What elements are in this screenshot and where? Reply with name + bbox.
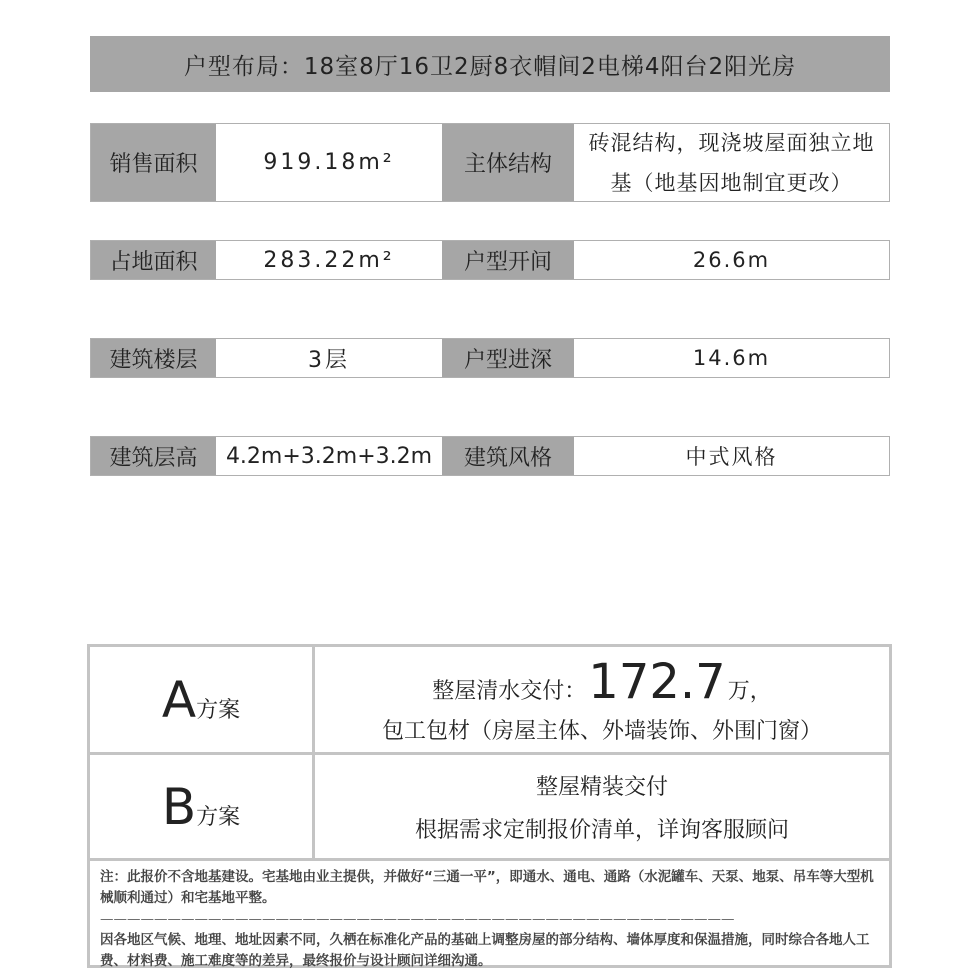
plan-a-name	[90, 647, 315, 752]
plan-b-description	[315, 755, 889, 858]
spec-value: 4.2m+3.2m+3.2m	[225, 443, 433, 469]
spec-value: 3层	[308, 347, 350, 373]
spec-label: 建筑风格	[442, 437, 574, 475]
spec-row-floor-height	[90, 436, 890, 476]
notes	[90, 861, 889, 978]
spec-value: 919.18m²	[263, 150, 395, 175]
plan-b-row	[90, 755, 889, 861]
plan-letter: B	[161, 777, 197, 836]
spec-value: 中式风格	[685, 445, 778, 469]
spec-label: 主体结构	[442, 124, 574, 201]
plan-letter: A	[161, 670, 197, 729]
spec-row-land-area	[90, 240, 890, 280]
layout-title: 户型布局：18室8厅16卫2厨8衣帽间2电梯4阳台2阳光房	[90, 36, 890, 92]
plan-b-name	[90, 755, 315, 858]
plan-suffix: 方案	[196, 698, 241, 723]
plan-a-row	[90, 647, 889, 755]
plan-a-description	[315, 647, 889, 752]
spec-label: 建筑层高	[91, 437, 216, 475]
note-divider: ———————————————————————————————————————————————	[100, 911, 735, 927]
spec-label: 建筑楼层	[91, 339, 216, 377]
note-pricing: 因各地区气候、地理、地址因素不同，久栖在标准化产品的基础上调整房屋的部分结构、墙体厚度和保温措施，同时综合各地人工费、材料费、施工难度等的差异，最终报价与设计顾问详细沟通。	[100, 932, 870, 969]
plan-table	[87, 644, 892, 968]
spec-value: 283.22m²	[263, 247, 395, 273]
spec-value: 砖混结构，现浇坡屋面独立地基（地基因地制宜更改）	[588, 130, 875, 195]
plan-a-detail: 包工包材（房屋主体、外墙装饰、外围门窗）	[381, 719, 822, 744]
spec-value: 14.6m	[692, 346, 771, 370]
spec-label: 户型进深	[442, 339, 574, 377]
spec-label: 户型开间	[442, 241, 574, 279]
spec-label: 占地面积	[91, 241, 216, 279]
plan-b-line1: 整屋精装交付	[535, 774, 668, 800]
price-line	[432, 654, 771, 710]
price-prefix: 整屋清水交付：	[432, 679, 587, 704]
note-foundation: 注：此报价不含地基建设。宅基地由业主提供，并做好“三通一平”，即通水、通电、通路（水泥罐车、天泵、地泵、吊车等大型机械顺利通过）和宅基地平整。	[100, 869, 874, 906]
spec-label: 销售面积	[91, 124, 216, 201]
price-value: 172.7	[588, 654, 726, 710]
plan-suffix: 方案	[196, 805, 241, 830]
spec-row-sales-area	[90, 123, 890, 202]
spec-value: 26.6m	[692, 248, 771, 272]
price-unit: 万，	[727, 679, 772, 704]
plan-b-line2: 根据需求定制报价清单，详询客服顾问	[414, 817, 789, 843]
spec-row-floors	[90, 338, 890, 378]
